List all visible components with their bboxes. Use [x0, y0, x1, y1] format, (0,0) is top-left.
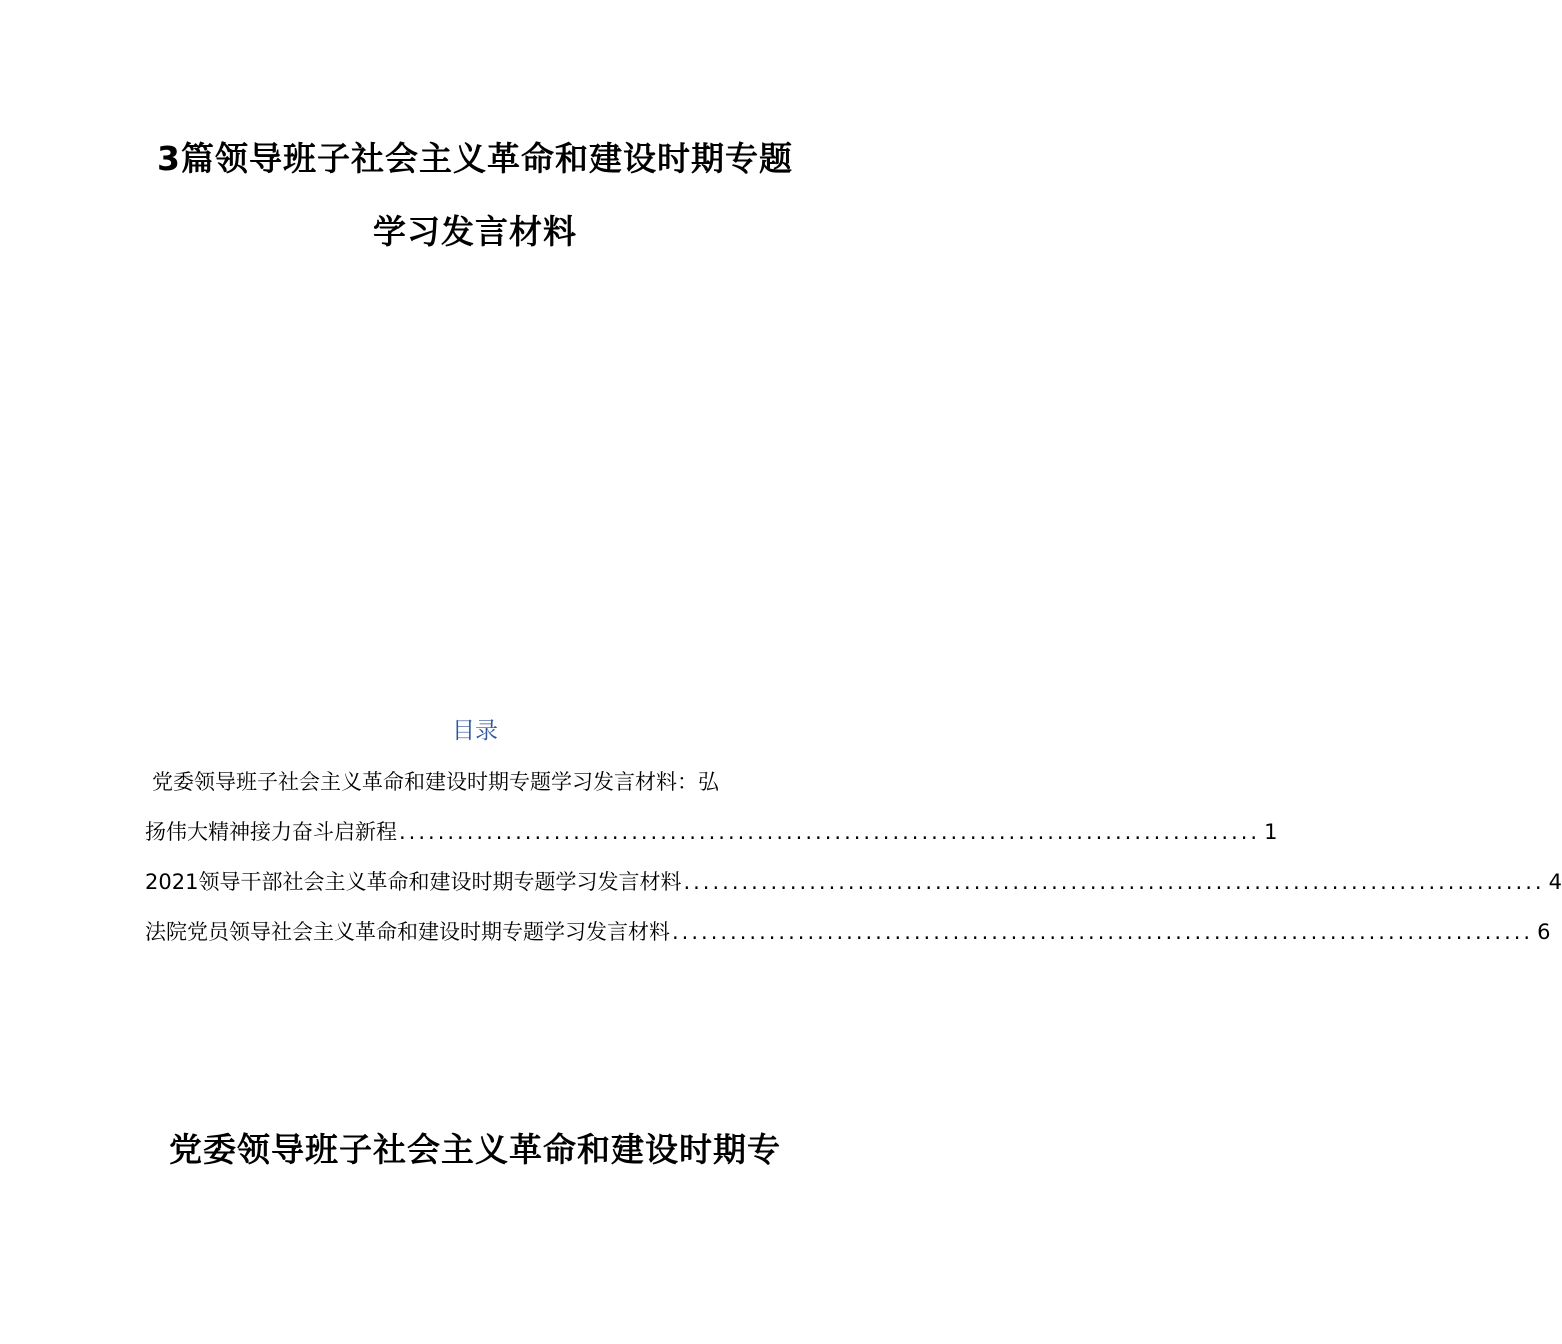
toc-entry-1-line-1[interactable]	[152, 766, 812, 796]
toc-entry-3[interactable]	[145, 916, 1551, 946]
toc-page-number: 6	[1537, 920, 1551, 944]
toc-page-number: 1	[1264, 820, 1278, 844]
toc-page-number: 4	[1548, 870, 1562, 894]
toc-entry-label: 扬伟大精神接力奋斗启新程	[145, 820, 397, 844]
document-title-line-2: 学习发言材料	[373, 212, 577, 251]
toc-entry-1-line-2[interactable]	[145, 816, 1278, 846]
toc-leader-dots: .........................................................................................	[683, 870, 1545, 894]
toc-entry-label: 2021领导干部社会主义革命和建设时期专题学习发言材料	[145, 870, 682, 894]
toc-heading[interactable]: 目录	[452, 718, 498, 744]
toc-leader-dots: .........................................................................................	[399, 820, 1261, 844]
section-heading: 党委领导班子社会主义革命和建设时期专	[169, 1130, 781, 1169]
toc-entry-2[interactable]	[145, 866, 1562, 896]
toc-entry-label: 法院党员领导社会主义革命和建设时期专题学习发言材料	[145, 920, 670, 944]
toc-leader-dots: .........................................................................................	[672, 920, 1534, 944]
toc-entry-label: 党委领导班子社会主义革命和建设时期专题学习发言材料：弘	[152, 770, 719, 794]
document-title-line-1: 3篇领导班子社会主义革命和建设时期专题	[157, 139, 793, 178]
